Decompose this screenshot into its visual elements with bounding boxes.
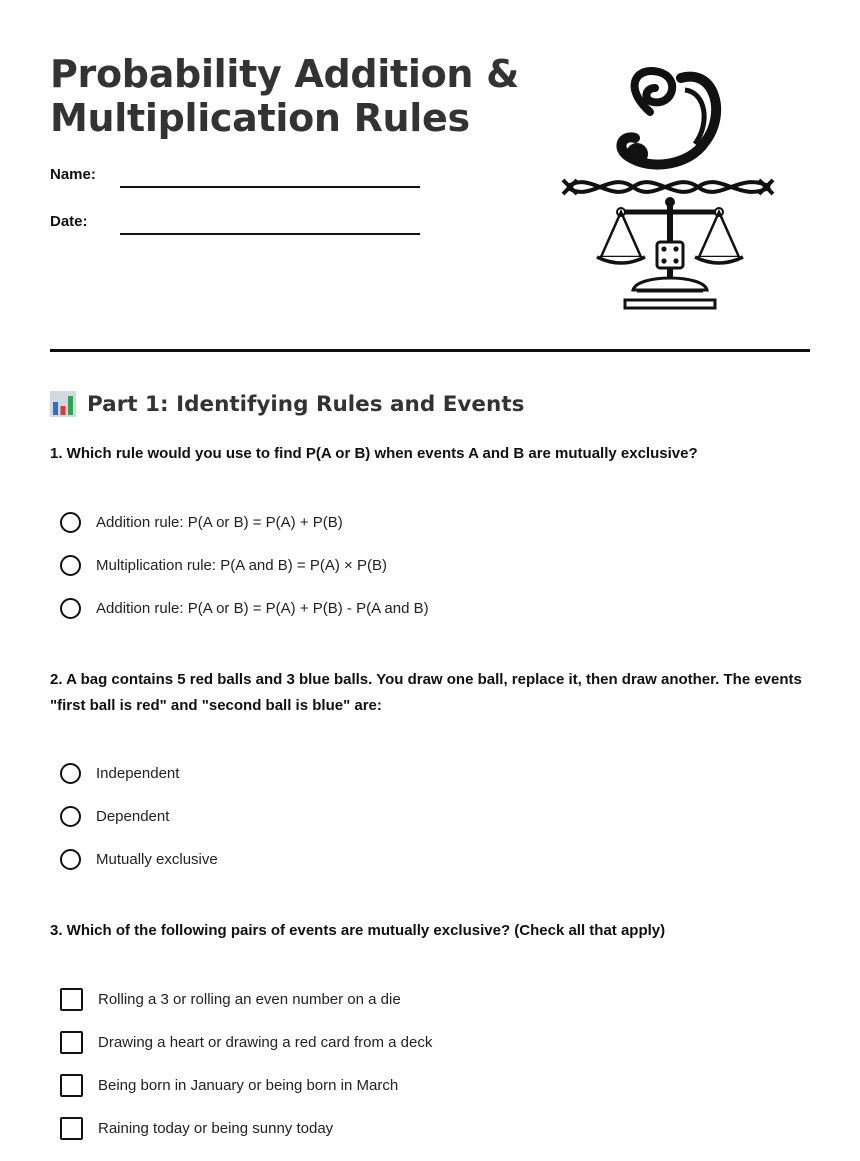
part1-title: Part 1: Identifying Rules and Events [87,391,525,417]
q2-option-3[interactable] [60,846,218,872]
question-3: 3. Which of the following pairs of events are mutually exclusive? (Check all that apply) [50,922,666,939]
date-field[interactable] [120,233,420,235]
checkbox[interactable] [60,1031,83,1054]
part1-heading [50,388,524,420]
radio-button[interactable] [60,555,81,576]
title-line-1: Probability Addition & [50,52,519,96]
radio-button[interactable] [60,598,81,619]
radio-button[interactable] [60,806,81,827]
option-label: Being born in January or being born in March [98,1076,399,1094]
option-label: Rolling a 3 or rolling an even number on a die [98,990,401,1008]
title-line-2: Multiplication Rules [50,96,470,140]
q1-option-2[interactable] [60,552,387,578]
option-label: Independent [96,764,180,782]
radio-button[interactable] [60,512,81,533]
q3-option-4[interactable] [60,1115,333,1141]
radio-button[interactable] [60,849,81,870]
name-field[interactable] [120,186,420,188]
checkbox[interactable] [60,1117,83,1140]
question-2: 2. A bag contains 5 red balls and 3 blue balls. You draw one ball, replace it, then draw another. The events "first ball is red" and "second ball is blue" are: [50,671,802,714]
option-label: Multiplication rule: P(A and B) = P(A) × P(B) [96,556,387,574]
q3-option-3[interactable] [60,1072,398,1098]
scale-with-dice-icon [555,62,780,317]
q3-option-1[interactable] [60,986,401,1012]
q3-option-2[interactable] [60,1029,432,1055]
q1-option-3[interactable] [60,595,429,621]
checkbox[interactable] [60,1074,83,1097]
option-label: Addition rule: P(A or B) = P(A) + P(B) [96,513,343,531]
bar-chart-icon [50,391,76,417]
option-label: Drawing a heart or drawing a red card from a deck [98,1033,433,1051]
date-label: Date: [50,213,88,230]
checkbox[interactable] [60,988,83,1011]
q1-option-1[interactable] [60,509,343,535]
divider [50,349,810,352]
page-title [50,52,519,140]
option-label: Dependent [96,807,170,825]
option-label: Addition rule: P(A or B) = P(A) + P(B) - P(A and B) [96,599,429,617]
name-label: Name: [50,166,96,183]
q2-option-1[interactable] [60,760,179,786]
q2-option-2[interactable] [60,803,169,829]
option-label: Raining today or being sunny today [98,1119,334,1137]
radio-button[interactable] [60,763,81,784]
question-1: 1. Which rule would you use to find P(A or B) when events A and B are mutually exclusive? [50,445,698,462]
option-label: Mutually exclusive [96,850,218,868]
